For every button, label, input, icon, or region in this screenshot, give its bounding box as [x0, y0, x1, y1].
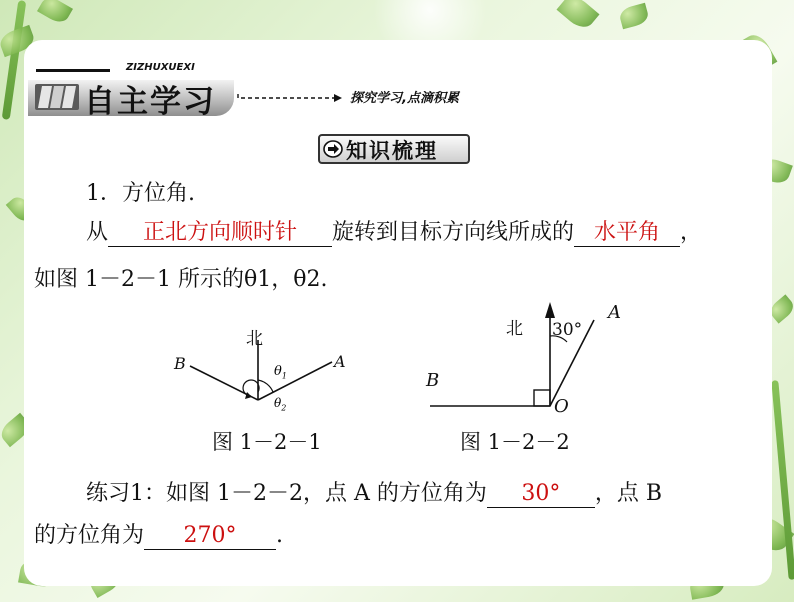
- exercise-line-2: [34, 518, 283, 550]
- book-icon: [34, 82, 80, 112]
- header-subtitle: 探究学习,点滴积累: [350, 91, 459, 106]
- fig2-angle-label: 30°: [552, 320, 583, 340]
- fig2-label-a: A: [608, 302, 621, 323]
- fig2-label-b: B: [426, 370, 440, 391]
- north-arrowhead: [545, 302, 555, 318]
- ray-oa: [258, 362, 332, 400]
- answer-blank-2: 水平角: [574, 220, 680, 247]
- exercise-line2-prefix: 的方位角为: [34, 523, 145, 548]
- figure-2-diagram: [420, 290, 620, 420]
- header-title: 自主学习: [84, 84, 216, 120]
- theta2-arc: [243, 380, 259, 396]
- answer-blank-4: 270°: [144, 523, 276, 550]
- header-rule: [36, 69, 110, 72]
- figure-2-caption: 图 1－2－2: [460, 430, 570, 454]
- answer-blank-3: 30°: [487, 481, 595, 508]
- exercise-line-1: [86, 476, 662, 508]
- exercise-line2-suffix: .: [276, 523, 284, 548]
- fig1-label-b: B: [174, 354, 186, 373]
- section-badge-label: 知识梳理: [346, 139, 438, 163]
- line1-suffix: ，: [680, 220, 703, 245]
- figure-1-caption: 图 1－2－1: [212, 430, 322, 454]
- theta2-subscript: 2: [281, 403, 287, 413]
- definition-line: [86, 215, 702, 247]
- header-pinyin: ZIZHUXUEXI: [126, 62, 195, 73]
- exercise-prefix: 练习1：如图 1－2－2，点 A 的方位角为: [86, 481, 487, 506]
- exercise-middle: ，点 B: [594, 481, 663, 506]
- figure-reference-line: 如图 1－2－1 所示的θ1，θ2.: [34, 267, 328, 292]
- answer-blank-1: 正北方向顺时针: [108, 220, 332, 247]
- fig1-north-label: 北: [246, 329, 263, 349]
- line1-prefix: 从: [86, 220, 109, 245]
- theta2-symbol: θ: [274, 396, 282, 410]
- right-angle-mark: [534, 390, 550, 406]
- fig1-label-a: A: [334, 352, 346, 371]
- fig2-label-o: O: [554, 396, 569, 417]
- theta1-symbol: θ: [274, 364, 282, 379]
- line1-middle: 旋转到目标方向线所成的: [332, 220, 575, 245]
- theta1-arc: [258, 380, 273, 392]
- item-title: 1．方位角.: [86, 181, 195, 206]
- arrow-circle-icon: [323, 140, 343, 158]
- theta1-subscript: 1: [281, 371, 287, 381]
- fig1-theta2: [274, 396, 286, 412]
- dashed-arrow-icon: [236, 92, 344, 104]
- fig2-north-label: 北: [506, 319, 523, 339]
- fig1-theta1: [274, 364, 287, 381]
